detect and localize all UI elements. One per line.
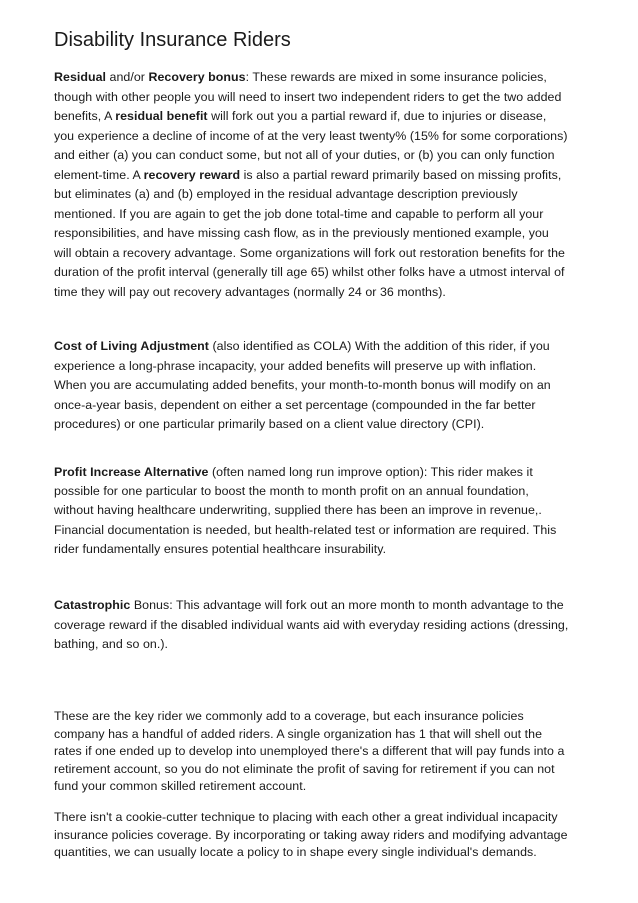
text-run: (often named long run improve option): This rider makes it: [208, 465, 533, 479]
text-line: [54, 396, 590, 416]
text-run: duration of the profit interval (generally till age 65) whilst other folks have a utmost interval of: [54, 265, 565, 280]
text-line: [54, 743, 590, 761]
text-line: [54, 107, 590, 127]
text-line: [54, 726, 590, 744]
text-run: you experience a decline of income of at the very least twenty% (15% for some corporations): [54, 128, 568, 143]
cola-paragraph: [54, 337, 590, 435]
text-run: will obtain a recovery advantage. Some organizations will fork out restoration benefits for the: [54, 245, 565, 260]
bold-term: Residual: [54, 70, 107, 84]
text-line: [54, 501, 590, 520]
closing-paragraph: [54, 809, 590, 862]
text-run: : These rewards are mixed in some insurance policies,: [245, 70, 547, 84]
text-run: Bonus: This advantage will fork out an more month to month advantage to the: [130, 598, 564, 612]
text-run: possible for one particular to boost the month to month profit on an annual foundation,: [54, 484, 529, 499]
text-run: (also identified as COLA) With the addition of this rider, if you: [208, 339, 550, 353]
text-line: [54, 224, 590, 244]
text-run: responsibilities, and have missing cash flow, as in the previously mentioned example, you: [54, 226, 549, 241]
page-title: Disability Insurance Riders: [54, 29, 291, 51]
text-run: is also a partial reward primarily based on missing profits,: [240, 167, 562, 182]
text-run: retirement account, so you do not eliminate the profit of saving for retirement if you can not: [54, 761, 555, 776]
text-line: [54, 844, 590, 862]
text-line: [54, 482, 590, 501]
text-line: [54, 244, 590, 264]
bold-term: Cost of Living Adjustment: [54, 339, 209, 353]
text-line: [54, 778, 590, 796]
text-run: quantities, we can usually locate a policy to in shape every single individual's demands.: [54, 845, 537, 859]
text-run: fund your common skilled retirement account.: [54, 779, 307, 793]
text-run: bathing, and so on.).: [54, 637, 169, 652]
bold-term: residual benefit: [115, 109, 208, 124]
text-run: but eliminates (a) and (b) employed in the residual advantage description previously: [54, 187, 518, 202]
bold-term: recovery reward: [143, 167, 241, 182]
text-run: element-time. A: [54, 167, 144, 182]
bold-term: Catastrophic: [54, 598, 131, 612]
bold-term: Recovery bonus: [148, 70, 246, 84]
text-line: [54, 761, 590, 779]
bold-term: Profit Increase Alternative: [54, 465, 209, 479]
text-line: [54, 88, 590, 108]
text-run: and either (a) you can conduct some, but not all of your duties, or (b) you can only function: [54, 148, 555, 163]
profit-increase-paragraph: [54, 463, 590, 559]
text-run: These are the key rider we commonly add to a coverage, but each insurance policies: [54, 709, 524, 723]
text-run: When you are accumulating added benefits, your month-to-month bonus will modify on an: [54, 378, 551, 393]
text-line: [54, 521, 590, 540]
text-line: [54, 357, 590, 377]
text-run: Financial documentation is needed, but health-related test or information are required. This: [54, 522, 557, 537]
text-run: and/or: [106, 70, 149, 84]
text-run: company has a handful of added riders. A single organization has 1 that will shell out the: [54, 726, 543, 741]
text-line: [54, 596, 590, 616]
text-run: rider fundamentally ensures potential healthcare insurability.: [54, 541, 387, 556]
text-run: mentioned. If you are again to get the job done total-time and capable to perform all your: [54, 206, 544, 221]
text-run: benefits, A: [54, 109, 116, 124]
text-run: once-a-year basis, dependent on either a set percentage (compounded in the far better: [54, 397, 536, 412]
text-line: [54, 185, 590, 205]
text-line: [54, 337, 590, 357]
text-line: [54, 463, 590, 482]
residual-recovery-paragraph: [54, 68, 590, 303]
text-line: [54, 263, 590, 283]
text-line: [54, 635, 590, 655]
text-line: [54, 205, 590, 225]
text-run: coverage reward if the disabled individual wants aid with everyday residing actions (dressing,: [54, 617, 569, 632]
text-line: [54, 166, 590, 186]
text-run: insurance policies coverage. By incorporating or taking away riders and modifying advantage: [54, 827, 568, 842]
text-line: [54, 127, 590, 147]
text-line: [54, 68, 590, 88]
text-run: will fork out you a partial reward if, due to injuries or disease,: [207, 109, 547, 124]
text-run: rates if one ended up to develop into unemployed there's a different that will pay funds into a: [54, 744, 565, 758]
text-run: though with other people you will need to insert two independent riders to get the two added: [54, 89, 562, 104]
key-riders-paragraph: [54, 708, 590, 796]
text-line: [54, 146, 590, 166]
text-line: [54, 616, 590, 636]
text-line: [54, 708, 590, 726]
text-line: [54, 283, 590, 303]
text-line: [54, 827, 590, 845]
text-run: time they will pay out recovery advantages (normally 24 or 36 months).: [54, 285, 446, 300]
text-line: [54, 415, 590, 435]
catastrophic-paragraph: [54, 596, 590, 655]
text-line: [54, 376, 590, 396]
text-run: experience a long-phrase incapacity, your added benefits will preserve up with inflation.: [54, 358, 537, 373]
text-run: without having healthcare underwriting, supplied there has been an improve in revenue,.: [54, 503, 542, 518]
text-run: There isn't a cookie-cutter technique to placing with each other a great individual incapacity: [54, 810, 558, 824]
text-line: [54, 809, 590, 827]
text-run: procedures) or one particular primarily based on a client value directory (CPI).: [54, 417, 485, 432]
text-line: [54, 540, 590, 559]
